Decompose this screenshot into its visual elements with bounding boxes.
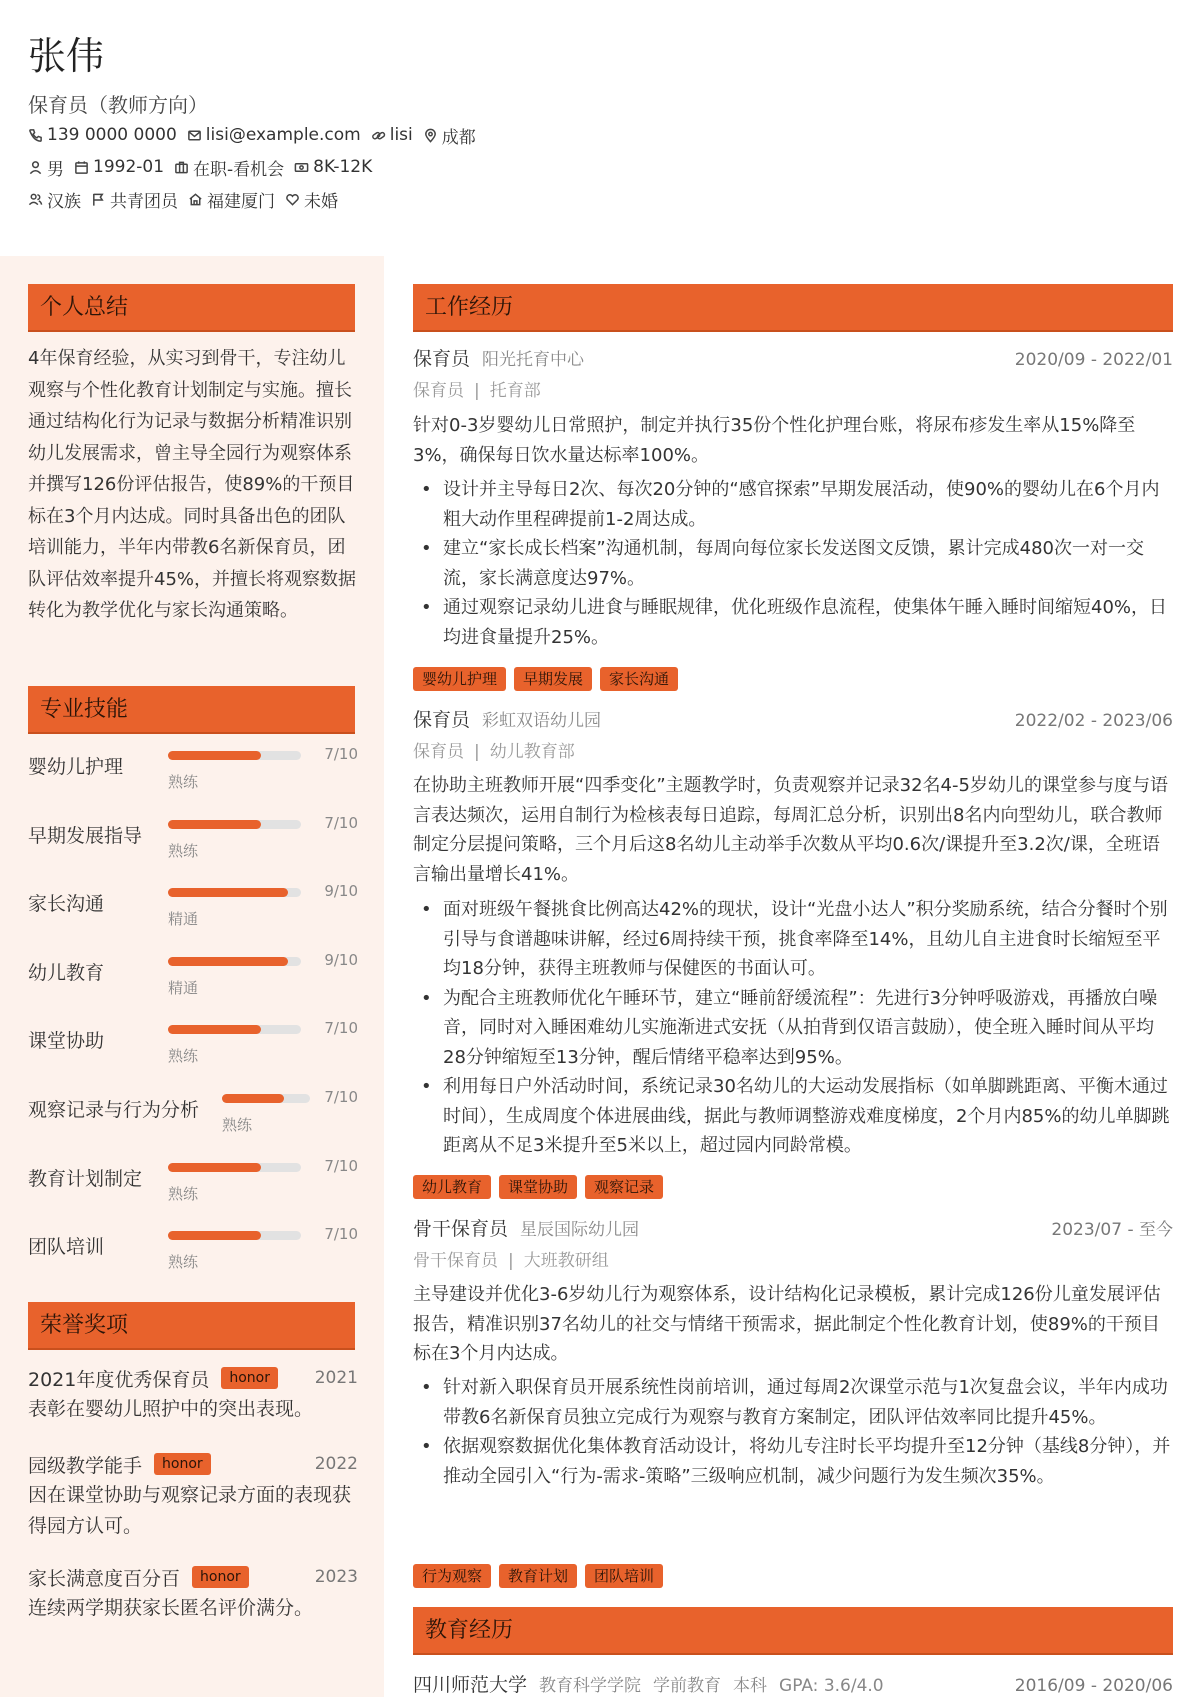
skill-tag: 幼儿教育 xyxy=(413,1175,491,1199)
skill-name: 课堂协助 xyxy=(28,1030,105,1053)
edu-gpa: GPA: 3.6/4.0 xyxy=(779,1676,884,1696)
skill-name: 教育计划制定 xyxy=(28,1167,143,1190)
political-text: 共青团员 xyxy=(110,191,178,212)
skill-level: 熟练 xyxy=(168,1047,199,1066)
skill-row xyxy=(28,1019,358,1079)
location-text: 成都 xyxy=(441,127,476,148)
skill-bar xyxy=(168,1025,301,1034)
skill-row xyxy=(28,951,358,1011)
list-item: • 通过观察记录幼儿进食与睡眠规律，优化班级作息流程，使集体午睡入睡时间缩短40%，日均进食量提升25%。 xyxy=(413,593,1173,652)
home-icon xyxy=(188,192,203,207)
job-subtitle xyxy=(413,377,541,405)
award-year: 2022 xyxy=(314,1454,358,1474)
job-bullets xyxy=(413,895,1173,1161)
job-bullets xyxy=(413,475,1173,652)
skill-row xyxy=(28,1225,358,1285)
expected-salary xyxy=(294,157,372,177)
skill-score: 7/10 xyxy=(324,1088,358,1106)
marital-status xyxy=(285,187,338,212)
contact-wechat[interactable] xyxy=(371,125,413,145)
skill-bar-fill xyxy=(168,957,288,966)
job-description: 在协助主班教师开展“四季变化”主题教学时，负责观察并记录32名4-5岁幼儿的课堂参与度与语言表达频次，运用自制行为检核表每日追踪，每周汇总分析，识别出8名内向型幼儿，联合教师制定分层提问策略，三个月后这8名幼儿主动举手次数从平均0.6次/课提升至3.2次/课，全班语言输出量增长41%。 xyxy=(413,775,1168,885)
award-desc: 连续两学期获家长匿名评价满分。 xyxy=(28,1597,314,1619)
location-pin-icon xyxy=(423,128,438,143)
award-tag: honor xyxy=(192,1566,249,1588)
list-item: • 建立“家长成长档案”沟通机制，每周向每位家长发送图文反馈，累计完成480次一对一交流，家长满意度达97%。 xyxy=(413,534,1173,593)
skill-bar-fill xyxy=(222,1094,284,1103)
skill-bar xyxy=(168,957,301,966)
award-title: 2021年度优秀保育员 xyxy=(28,1368,210,1391)
skill-tag: 观察记录 xyxy=(585,1175,663,1199)
phone-icon xyxy=(28,128,43,143)
job-subtitle xyxy=(413,738,575,766)
list-item: • 利用每日户外活动时间，系统记录30名幼儿的大运动发展指标（如单脚跳距离、平衡木通过时间），生成周度个体进展曲线，据此与教师调整游戏难度梯度，2个月内85%的幼儿单脚跳距离从不足3米提升至5米以上，超过园内同龄常模。 xyxy=(413,1072,1173,1161)
gender-text: 男 xyxy=(47,159,64,180)
email-text: lisi@example.com xyxy=(205,125,361,145)
list-item: • 设计并主导每日2次、每次20分钟的“感官探索”早期发展活动，使90%的婴幼儿在6个月内粗大动作里程碑提前1-2周达成。 xyxy=(413,475,1173,534)
link-icon xyxy=(371,128,386,143)
skill-row xyxy=(28,814,358,874)
list-item: • 针对新入职保育员开展系统性岗前培训，通过每周2次课堂示范与1次复盘会议，半年内成功带教6名新保育员独立完成行为观察与教育方案制定，团队评估效率同比提升45%。 xyxy=(413,1373,1173,1432)
job-position: 保育员 xyxy=(413,381,464,401)
skill-level: 精通 xyxy=(168,910,199,929)
skill-bar-fill xyxy=(168,820,261,829)
skill-bar xyxy=(168,820,301,829)
skill-level: 熟练 xyxy=(168,773,199,791)
candidate-name: 张伟 xyxy=(28,34,105,78)
award-tag: honor xyxy=(154,1453,211,1475)
person-icon xyxy=(28,160,43,175)
skill-tag: 行为观察 xyxy=(413,1564,491,1588)
political-status xyxy=(91,187,178,212)
skill-score: 9/10 xyxy=(324,882,358,901)
list-item: • 为配合主班教师优化午睡环节，建立“睡前舒缓流程”：先进行3分钟呼吸游戏，再播放白噪音，同时对入睡困难幼儿实施渐进式安抚（从拍背到仅语言鼓励），使全班入睡时间从平均28分钟缩短至13分钟，醒后情绪平稳率达到95%。 xyxy=(413,984,1173,1073)
skill-bar-fill xyxy=(168,1231,261,1240)
skill-name: 婴幼儿护理 xyxy=(28,756,124,778)
job-tags xyxy=(413,1175,671,1199)
summary-heading: 个人总结 xyxy=(28,284,355,332)
award-desc: 表彰在婴幼儿照护中的突出表现。 xyxy=(28,1398,314,1420)
job-description: 主导建设并优化3-6岁幼儿行为观察体系，设计结构化记录模板，累计完成126份儿童发展评估报告，精准识别37名幼儿的社交与情绪干预需求，据此制定个性化教育计划，使89%的干预目标在3个月内达成。 xyxy=(413,1284,1161,1364)
skill-row xyxy=(28,745,358,805)
skill-bar-fill xyxy=(168,1025,261,1034)
skill-score: 7/10 xyxy=(324,1019,358,1038)
job-description: 针对0-3岁婴幼儿日常照护，制定并执行35份个性化护理台账，将尿布疹发生率从15%降至3%，确保每日饮水量达标率100%。 xyxy=(413,415,1136,466)
skill-tag: 教育计划 xyxy=(499,1564,577,1588)
hometown xyxy=(188,187,275,212)
skill-bar-fill xyxy=(168,888,288,897)
contact-row xyxy=(28,122,486,148)
skill-score: 7/10 xyxy=(324,813,358,832)
skill-score: 7/10 xyxy=(324,745,358,763)
contact-phone[interactable] xyxy=(28,125,177,145)
wechat-text: lisi xyxy=(389,125,413,145)
job-dept: 托育部 xyxy=(489,381,541,401)
skill-name: 早期发展指导 xyxy=(28,824,143,847)
job-status xyxy=(174,155,284,180)
personal-row-1 xyxy=(28,154,382,180)
award-item xyxy=(28,1448,358,1542)
skill-row xyxy=(28,1157,358,1217)
phone-text: 139 0000 0000 xyxy=(47,125,177,145)
skill-tag: 婴幼儿护理 xyxy=(413,667,506,691)
job-title: 保育员 xyxy=(413,348,471,370)
job-dept: 大班教研组 xyxy=(523,1251,609,1271)
flag-icon xyxy=(91,192,106,207)
skill-name: 家长沟通 xyxy=(28,893,105,916)
education-row xyxy=(413,1670,1173,1697)
separator: | xyxy=(474,381,480,401)
mail-icon xyxy=(187,128,202,143)
skill-name: 幼儿教育 xyxy=(28,961,105,984)
skill-level: 熟练 xyxy=(222,1116,253,1134)
work-heading: 工作经历 xyxy=(413,284,1173,332)
job-tags xyxy=(413,667,686,691)
award-desc: 因在课堂协助与观察记录方面的表现获得园方认可。 xyxy=(28,1484,352,1537)
skill-row xyxy=(28,1088,358,1148)
separator: | xyxy=(508,1251,514,1271)
skill-score: 7/10 xyxy=(324,1156,358,1175)
skill-bar xyxy=(168,1163,301,1172)
skill-score: 7/10 xyxy=(324,1225,358,1244)
job-company: 星辰国际幼儿园 xyxy=(520,1220,640,1240)
edu-major: 学前教育 xyxy=(653,1676,722,1696)
job-subtitle xyxy=(413,1247,609,1275)
job-position: 保育员 xyxy=(413,742,464,762)
skill-bar xyxy=(222,1094,310,1103)
edu-school: 四川师范大学 xyxy=(413,1674,528,1696)
skill-tag: 课堂协助 xyxy=(499,1175,577,1199)
list-item: • 面对班级午餐挑食比例高达42%的现状，设计“光盘小达人”积分奖励系统，结合分餐时个别引导与食谱趣味讲解，经过6周持续干预，挑食率降至14%，且幼儿自主进食时长缩短至平均18分钟，获得主班教师与保健医的书面认可。 xyxy=(413,895,1173,984)
personal-row-2 xyxy=(28,186,348,212)
job-title: 保育员 xyxy=(413,709,471,731)
job-date: 2022/02 - 2023/06 xyxy=(1014,711,1173,731)
ethnicity-text: 汉族 xyxy=(47,191,81,212)
money-card-icon xyxy=(294,160,309,175)
job-bullets xyxy=(413,1373,1173,1491)
list-item: • 依据观察数据优化集体教育活动设计，将幼儿专注时长平均提升至12分钟（基线8分钟），并推动全园引入“行为-需求-策略”三级响应机制，减少问题行为发生频次35%。 xyxy=(413,1432,1173,1491)
job-header xyxy=(413,705,1173,735)
skill-name: 团队培训 xyxy=(28,1236,105,1259)
candidate-role: 保育员（教师方向） xyxy=(28,93,208,117)
contact-email[interactable] xyxy=(187,125,361,145)
marital-text: 未婚 xyxy=(304,191,338,212)
skill-level: 熟练 xyxy=(168,1253,199,1272)
edu-college: 教育科学学院 xyxy=(539,1676,642,1696)
job-header xyxy=(413,1214,1173,1244)
separator: | xyxy=(474,742,480,762)
gender xyxy=(28,155,64,180)
skill-name: 观察记录与行为分析 xyxy=(28,1099,200,1121)
job-company: 阳光托育中心 xyxy=(482,350,585,370)
award-year: 2023 xyxy=(314,1567,358,1587)
awards-heading: 荣誉奖项 xyxy=(28,1302,355,1350)
salary-text: 8K-12K xyxy=(313,157,373,177)
contact-location xyxy=(423,123,476,148)
heart-icon xyxy=(285,192,300,207)
job-position: 骨干保育员 xyxy=(413,1251,498,1271)
education-heading: 教育经历 xyxy=(413,1607,1173,1655)
job-company: 彩虹双语幼儿园 xyxy=(482,711,602,731)
award-year: 2021 xyxy=(314,1368,358,1388)
job-date: 2023/07 - 至今 xyxy=(1051,1220,1173,1240)
skill-bar-fill xyxy=(168,751,261,760)
award-title: 家长满意度百分百 xyxy=(28,1567,181,1590)
calendar-icon xyxy=(74,160,89,175)
skill-tag: 家长沟通 xyxy=(600,667,678,691)
skill-level: 熟练 xyxy=(168,1184,199,1203)
award-title: 园级教学能手 xyxy=(28,1454,143,1477)
job-title: 骨干保育员 xyxy=(413,1218,509,1240)
skill-bar-fill xyxy=(168,1163,261,1172)
birth-text: 1992-01 xyxy=(93,157,165,177)
job-tags xyxy=(413,1564,671,1588)
award-item xyxy=(28,1561,358,1624)
award-tag: honor xyxy=(221,1367,278,1389)
job-date: 2020/09 - 2022/01 xyxy=(1014,350,1173,370)
resume-header xyxy=(0,0,1200,256)
skill-tag: 团队培训 xyxy=(585,1564,663,1588)
skill-row xyxy=(28,882,358,942)
skill-bar xyxy=(168,888,301,897)
users-icon xyxy=(28,192,43,207)
ethnicity xyxy=(28,187,81,212)
status-text: 在职-看机会 xyxy=(193,159,285,180)
skill-level: 精通 xyxy=(168,978,199,997)
summary-text: 4年保育经验，从实习到骨干，专注幼儿观察与个性化教育计划制定与实施。擅长通过结构化行为记录与数据分析精准识别幼儿发展需求，曾主导全园行为观察体系并撰写126份评估报告，使89%的干预目标在3个月内达成。同时具备出色的团队培训能力，半年内带教6名新保育员，团队评估效率提升45%，并擅长将观察数据转化为教学优化与家长沟通策略。 xyxy=(28,348,357,621)
award-item xyxy=(28,1362,358,1425)
briefcase-icon xyxy=(174,160,189,175)
edu-date: 2016/09 - 2020/06 xyxy=(1014,1676,1173,1696)
skill-score: 9/10 xyxy=(324,950,358,969)
job-header xyxy=(413,344,1173,374)
skill-bar xyxy=(168,1231,301,1240)
hometown-text: 福建厦门 xyxy=(207,191,275,212)
skill-bar xyxy=(168,751,301,760)
skill-level: 熟练 xyxy=(168,841,199,860)
skills-heading: 专业技能 xyxy=(28,686,355,734)
birth-date xyxy=(74,157,164,177)
skill-tag: 早期发展 xyxy=(514,667,592,691)
job-dept: 幼儿教育部 xyxy=(489,742,575,762)
edu-degree: 本科 xyxy=(733,1676,768,1696)
